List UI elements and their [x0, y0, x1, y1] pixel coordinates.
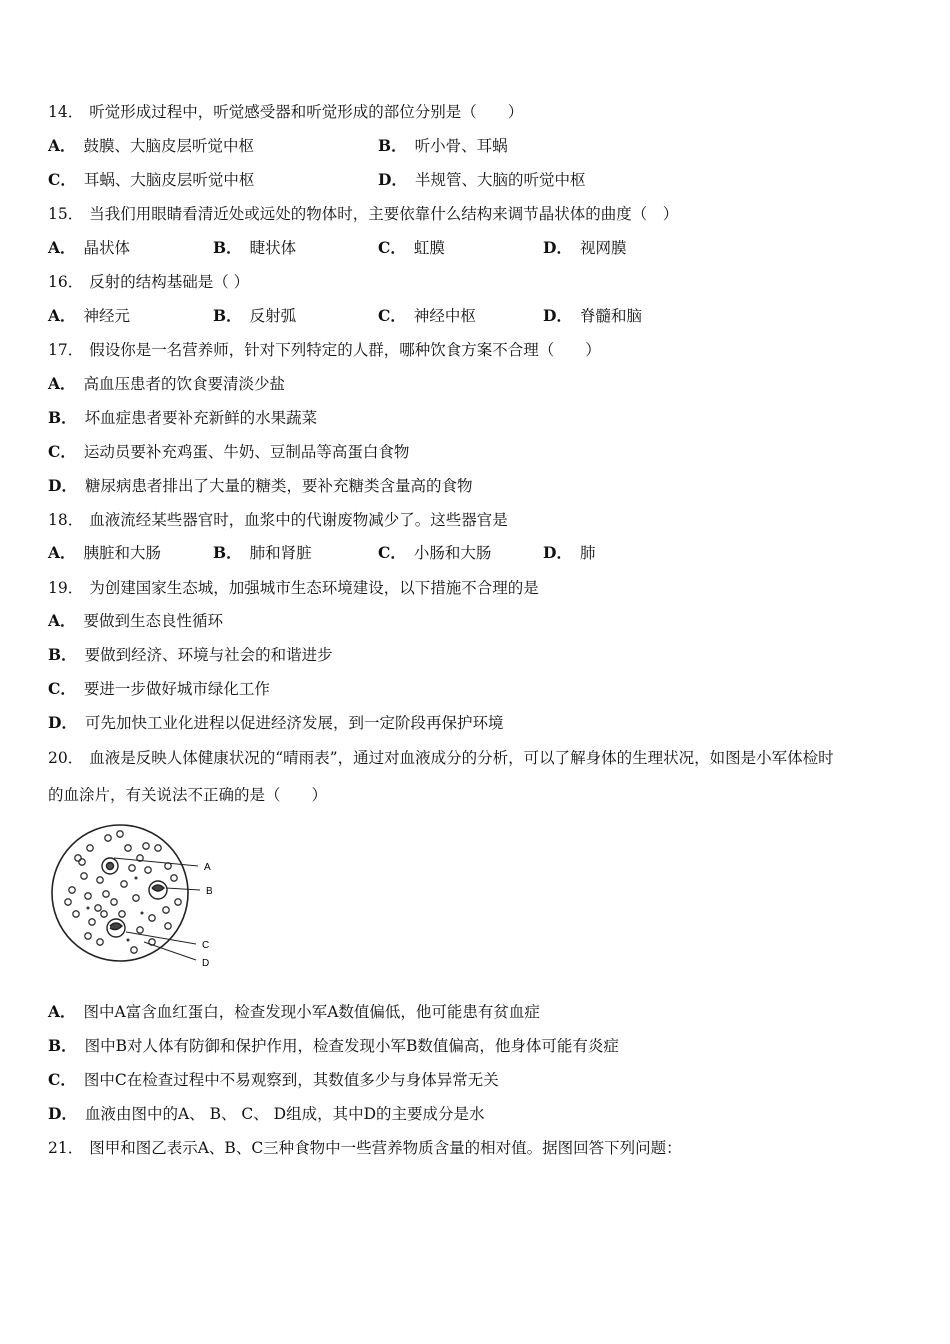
- red-blood-cell: [85, 933, 91, 939]
- q16-option-b: B． 反射弧: [213, 306, 297, 325]
- red-blood-cell: [69, 887, 75, 893]
- red-blood-cell: [129, 865, 135, 871]
- question-15-stem: 15． 当我们用眼睛看清近处或远处的物体时，主要依靠什么结构来调节晶状体的曲度（ ）: [48, 205, 679, 223]
- q17-option-c: C． 运动员要补充鸡蛋、牛奶、豆制品等高蛋白食物: [48, 442, 410, 461]
- q19-option-b: B． 要做到经济、环境与社会的和谐进步: [48, 645, 333, 664]
- red-blood-cell: [105, 835, 111, 841]
- q15-option-b: B． 睫状体: [213, 238, 297, 257]
- label-pointer-lines: [114, 858, 200, 960]
- question-14-stem: 14． 听觉形成过程中，听觉感受器和听觉形成的部位分别是（ ）: [48, 103, 524, 121]
- q16-option-d: D． 脊髓和脑: [543, 306, 642, 325]
- red-blood-cell: [95, 905, 101, 911]
- red-blood-cell: [81, 873, 87, 879]
- q18-option-a: A． 胰脏和大肠: [48, 543, 162, 562]
- question-20-stem-line2: 的血涂片，有关说法不正确的是（ ）: [48, 786, 328, 804]
- q20-option-b: B． 图中B对人体有防御和保护作用，检查发现小军B数值偏高，他身体可能有炎症: [48, 1036, 619, 1055]
- red-blood-cell: [101, 911, 107, 917]
- q19-option-a: A． 要做到生态良性循环: [48, 611, 224, 630]
- question-16-stem: 16． 反射的结构基础是（ ）: [48, 273, 250, 291]
- q20-option-a: A． 图中A富含血红蛋白，检查发现小军A数值偏低，他可能患有贫血症: [48, 1002, 540, 1021]
- red-blood-cell: [111, 899, 117, 905]
- question-20-stem-line1: 20． 血液是反映人体健康状况的“晴雨表”，通过对血液成分的分析，可以了解身体的生理状况，如图是小军体检时: [48, 749, 834, 767]
- red-blood-cell: [79, 859, 85, 865]
- q15-option-d: D． 视网膜: [543, 238, 627, 257]
- red-blood-cell: [97, 939, 103, 945]
- red-blood-cell: [87, 845, 93, 851]
- q14-option-c: C． 耳蜗、大脑皮层听觉中枢: [48, 170, 255, 189]
- red-blood-cell: [165, 923, 171, 929]
- question-17-stem: 17． 假设你是一名营养师，针对下列特定的人群，哪种饮食方案不合理（ ）: [48, 341, 601, 359]
- figure-label-a: A: [204, 862, 211, 873]
- red-blood-cell: [85, 893, 91, 899]
- red-blood-cell: [97, 877, 103, 883]
- red-blood-cell: [149, 915, 155, 921]
- red-blood-cells: [65, 831, 181, 953]
- q18-option-b: B． 肺和肾脏: [213, 543, 312, 562]
- q17-option-b: B． 坏血症患者要补充新鲜的水果蔬菜: [48, 408, 318, 427]
- red-blood-cell: [137, 927, 143, 933]
- red-blood-cell: [131, 947, 137, 953]
- q14-option-a: A． 鼓膜、大脑皮层听觉中枢: [48, 136, 255, 155]
- q14-option-d: D． 半规管、大脑的听觉中枢: [378, 170, 586, 189]
- red-blood-cell: [65, 899, 71, 905]
- q15-option-c: C． 虹膜: [378, 238, 445, 257]
- q15-option-a: A． 晶状体: [48, 238, 131, 257]
- red-blood-cell: [121, 881, 127, 887]
- q19-option-d: D． 可先加快工业化进程以促进经济发展，到一定阶段再保护环境: [48, 713, 504, 732]
- red-blood-cell: [133, 895, 139, 901]
- q19-option-c: C． 要进一步做好城市绿化工作: [48, 679, 270, 698]
- red-blood-cell: [163, 907, 169, 913]
- question-18-stem: 18． 血液流经某些器官时，血浆中的代谢废物减少了。这些器官是: [48, 511, 508, 529]
- q20-option-c: C． 图中C在检查过程中不易观察到，其数值多少与身体异常无关: [48, 1070, 499, 1089]
- figure-label-b: B: [206, 886, 213, 897]
- figure-label-d: D: [202, 958, 210, 969]
- question-19-stem: 19． 为创建国家生态城，加强城市生态环境建设，以下措施不合理的是: [48, 579, 539, 597]
- red-blood-cell: [125, 845, 131, 851]
- q14-option-b: B． 听小骨、耳蜗: [378, 136, 508, 155]
- q18-option-d: D． 肺: [543, 543, 596, 562]
- red-blood-cell: [145, 867, 151, 873]
- q17-option-d: D． 糖尿病患者排出了大量的糖类，要补充糖类含量高的食物: [48, 476, 473, 495]
- red-blood-cell: [75, 855, 81, 861]
- red-blood-cell: [117, 831, 123, 837]
- q20-option-d: D． 血液由图中的A、 B、 C、 D组成，其中D的主要成分是水: [48, 1104, 485, 1123]
- red-blood-cell: [171, 875, 177, 881]
- red-blood-cell: [103, 891, 109, 897]
- red-blood-cell: [119, 911, 125, 917]
- blood-smear-figure: [48, 818, 228, 973]
- q16-option-c: C． 神经中枢: [378, 306, 476, 325]
- red-blood-cell: [73, 911, 79, 917]
- figure-label-c: C: [202, 940, 210, 951]
- q17-option-a: A． 高血压患者的饮食要清淡少盐: [48, 374, 286, 393]
- red-blood-cell: [143, 843, 149, 849]
- red-blood-cell: [155, 845, 161, 851]
- q18-option-c: C． 小肠和大肠: [378, 543, 492, 562]
- q16-option-a: A． 神经元: [48, 306, 131, 325]
- question-21-stem: 21． 图甲和图乙表示A、B、C三种食物中一些营养物质含量的相对值。据图回答下列问题：: [48, 1139, 682, 1157]
- red-blood-cell: [175, 899, 181, 905]
- red-blood-cell: [89, 919, 95, 925]
